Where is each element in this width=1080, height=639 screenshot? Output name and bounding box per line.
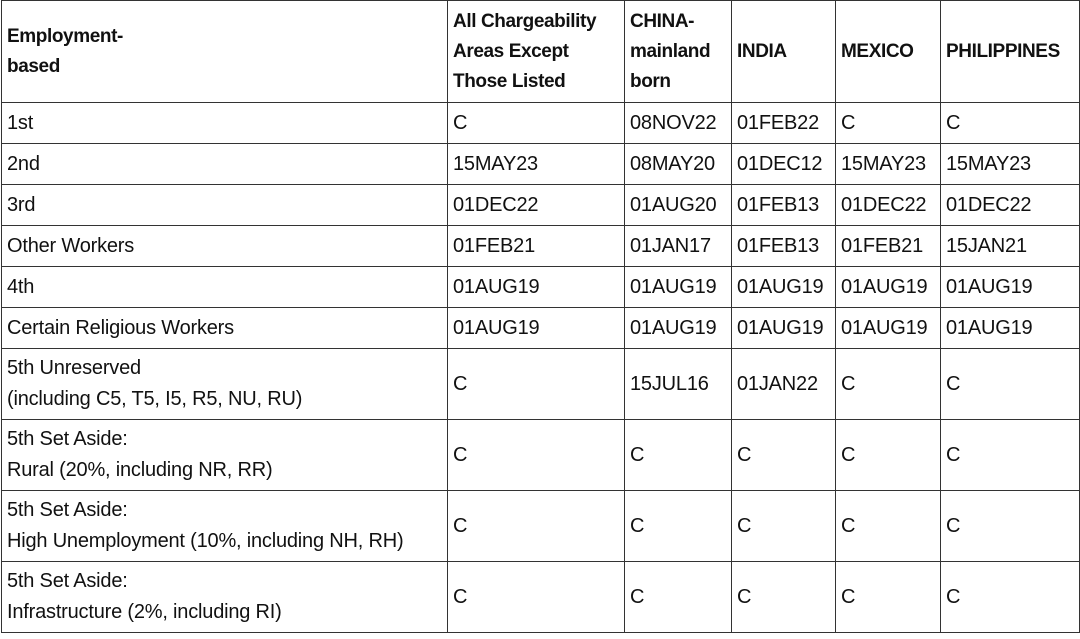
cell-mexico: 01AUG19	[836, 308, 941, 349]
cell-india: 01DEC12	[732, 144, 836, 185]
table-row	[2, 144, 1080, 185]
header-line: Those Listed	[453, 70, 566, 92]
category-line: 5th Set Aside:	[7, 499, 128, 521]
cell-philippines: 01DEC22	[941, 185, 1080, 226]
cell-china: 08NOV22	[625, 103, 732, 144]
cell-mexico: 15MAY23	[836, 144, 941, 185]
cell-all-chargeability: 01AUG19	[448, 267, 625, 308]
cell-india: 01FEB13	[732, 226, 836, 267]
header-row	[2, 1, 1080, 103]
header-all-chargeability	[448, 1, 625, 103]
category-line: 4th	[7, 275, 35, 298]
cell-all-chargeability: C	[448, 562, 625, 633]
header-line: CHINA-	[630, 10, 695, 32]
table-row	[2, 562, 1080, 633]
row-category	[2, 144, 448, 185]
cell-philippines: 15MAY23	[941, 144, 1080, 185]
header-line: Areas Except	[453, 40, 569, 62]
header-line: INDIA	[737, 40, 787, 62]
category-line: 5th Unreserved	[7, 357, 141, 379]
category-line: 1st	[7, 111, 34, 134]
cell-philippines: C	[941, 103, 1080, 144]
header-india	[732, 1, 836, 103]
cell-all-chargeability: C	[448, 491, 625, 562]
header-line: mainland	[630, 40, 711, 62]
category-line: 5th Set Aside:	[7, 428, 128, 450]
header-line: All Chargeability	[453, 10, 597, 32]
header-line: PHILIPPINES	[946, 40, 1060, 62]
cell-all-chargeability: 01DEC22	[448, 185, 625, 226]
cell-india: 01FEB22	[732, 103, 836, 144]
category-line: Other Workers	[7, 234, 135, 257]
header-mexico	[836, 1, 941, 103]
cell-all-chargeability: 01FEB21	[448, 226, 625, 267]
header-line: based	[7, 55, 60, 77]
row-category	[2, 226, 448, 267]
header-line: born	[630, 70, 671, 92]
cell-china: 01AUG20	[625, 185, 732, 226]
row-category	[2, 103, 448, 144]
table-row	[2, 491, 1080, 562]
row-category	[2, 562, 448, 633]
cell-india: 01AUG19	[732, 308, 836, 349]
cell-india: C	[732, 420, 836, 491]
row-category	[2, 491, 448, 562]
cell-mexico: C	[836, 491, 941, 562]
header-line: MEXICO	[841, 40, 914, 62]
category-line: 3rd	[7, 193, 36, 216]
row-category	[2, 420, 448, 491]
table-row	[2, 420, 1080, 491]
cell-china: 01AUG19	[625, 267, 732, 308]
cell-mexico: C	[836, 420, 941, 491]
row-category	[2, 185, 448, 226]
cell-philippines: C	[941, 349, 1080, 420]
cell-mexico: C	[836, 562, 941, 633]
cell-india: 01JAN22	[732, 349, 836, 420]
row-category	[2, 267, 448, 308]
cell-all-chargeability: C	[448, 420, 625, 491]
cell-china: 08MAY20	[625, 144, 732, 185]
table-row	[2, 267, 1080, 308]
header-china	[625, 1, 732, 103]
cell-india: 01FEB13	[732, 185, 836, 226]
cell-all-chargeability: 01AUG19	[448, 308, 625, 349]
cell-all-chargeability: 15MAY23	[448, 144, 625, 185]
category-line: High Unemployment (10%, including NH, RH)	[7, 530, 404, 552]
cell-philippines: 01AUG19	[941, 308, 1080, 349]
category-line: (including C5, T5, I5, R5, NU, RU)	[7, 388, 303, 410]
cell-india: C	[732, 562, 836, 633]
category-line: Infrastructure (2%, including RI)	[7, 601, 282, 623]
cell-philippines: 15JAN21	[941, 226, 1080, 267]
cell-china: C	[625, 562, 732, 633]
table-row	[2, 349, 1080, 420]
cell-mexico: C	[836, 103, 941, 144]
header-line: Employment-	[7, 25, 123, 47]
cell-china: C	[625, 420, 732, 491]
row-category	[2, 349, 448, 420]
cell-india: C	[732, 491, 836, 562]
visa-bulletin-table	[1, 0, 1080, 633]
cell-mexico: 01DEC22	[836, 185, 941, 226]
table-row	[2, 226, 1080, 267]
row-category	[2, 308, 448, 349]
category-line: 2nd	[7, 152, 40, 175]
cell-all-chargeability: C	[448, 103, 625, 144]
category-line: 5th Set Aside:	[7, 570, 128, 592]
cell-mexico: C	[836, 349, 941, 420]
cell-philippines: 01AUG19	[941, 267, 1080, 308]
cell-philippines: C	[941, 562, 1080, 633]
table-row	[2, 185, 1080, 226]
cell-mexico: 01FEB21	[836, 226, 941, 267]
cell-mexico: 01AUG19	[836, 267, 941, 308]
header-philippines	[941, 1, 1080, 103]
cell-all-chargeability: C	[448, 349, 625, 420]
cell-philippines: C	[941, 491, 1080, 562]
cell-philippines: C	[941, 420, 1080, 491]
cell-china: 01JAN17	[625, 226, 732, 267]
table-row	[2, 103, 1080, 144]
cell-china: 01AUG19	[625, 308, 732, 349]
category-line: Certain Religious Workers	[7, 316, 234, 339]
cell-china: 15JUL16	[625, 349, 732, 420]
cell-india: 01AUG19	[732, 267, 836, 308]
category-line: Rural (20%, including NR, RR)	[7, 459, 273, 481]
table-row	[2, 308, 1080, 349]
header-employment-based	[2, 1, 448, 103]
cell-china: C	[625, 491, 732, 562]
